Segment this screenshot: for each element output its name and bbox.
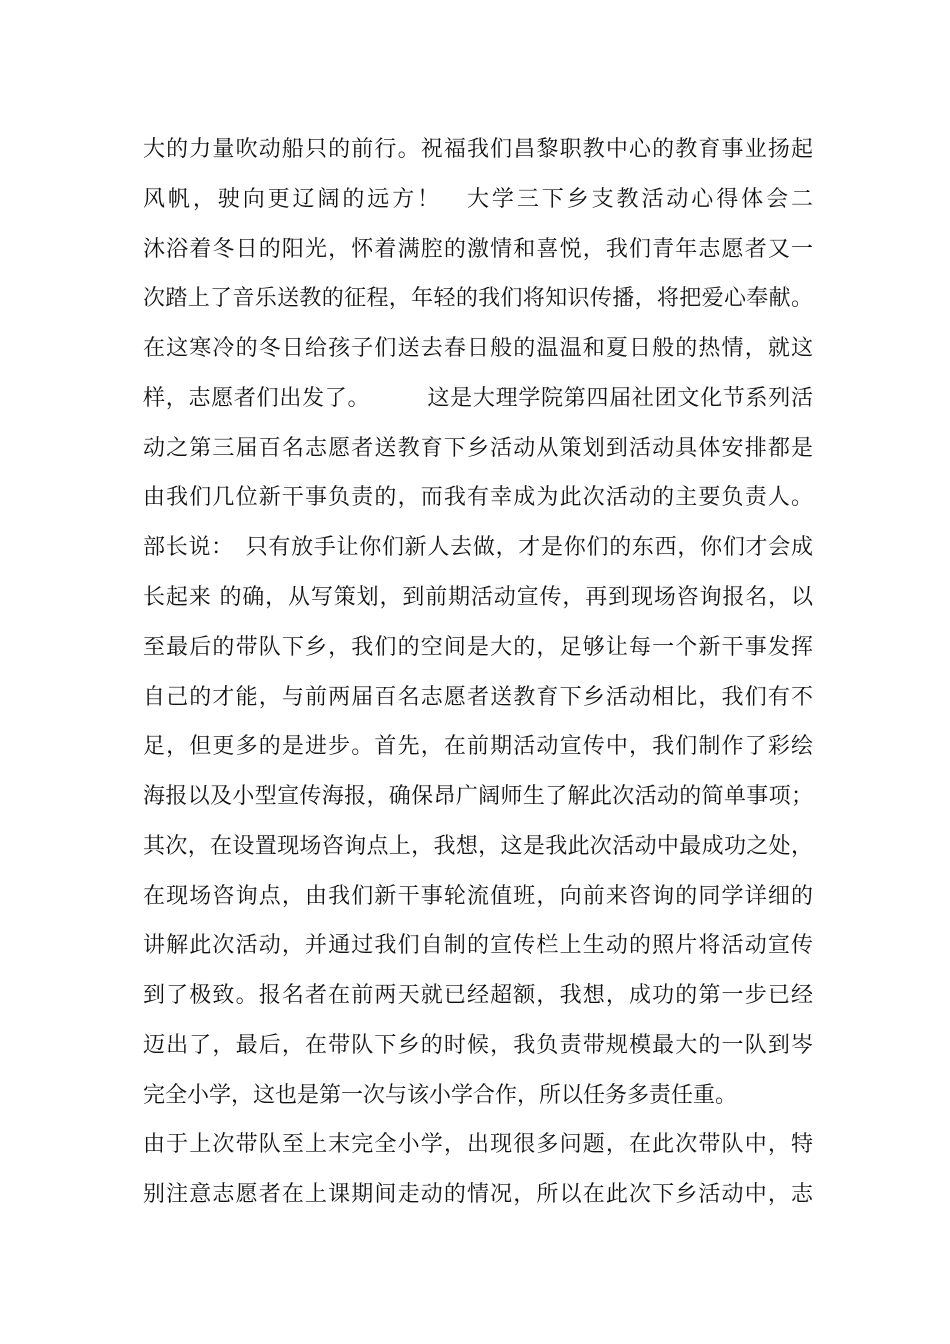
text-line: 到了极致。报名者在前两天就已经超额，我想，成功的第一步已经: [143, 983, 813, 1008]
text-line: 在现场咨询点，由我们新干事轮流值班，向前来咨询的同学详细的: [143, 884, 813, 909]
text-line: 完全小学，这也是第一次与该小学合作，所以任务多责任重。: [143, 1083, 738, 1108]
text-line: 讲解此次活动，并通过我们自制的宣传栏上生动的照片将活动宣传: [143, 933, 813, 958]
text-line: 长起来 的确，从写策划，到前期活动宣传，再到现场咨询报名，以: [143, 585, 813, 610]
text-line: 大的力量吹动船只的前行。祝福我们昌黎职教中心的教育事业扬起: [143, 137, 813, 162]
text-line: 动之第三届百名志愿者送教育下乡活动从策划到活动具体安排都是: [143, 436, 813, 461]
text-line: 迈出了，最后，在带队下乡的时候，我负责带规模最大的一队到岑: [143, 1033, 813, 1058]
text-line: 自己的才能，与前两届百名志愿者送教育下乡活动相比，我们有不: [143, 685, 813, 710]
text-line: 沐浴着冬日的阳光，怀着满腔的激情和喜悦，我们青年志愿者又一: [143, 237, 813, 262]
text-line: 海报以及小型宣传海报，确保昂广阔师生了解此次活动的简单事项；: [143, 784, 813, 809]
text-line: 次踏上了音乐送教的征程，年轻的我们将知识传播，将把爱心奉献。: [143, 286, 813, 311]
text-line: 样，志愿者们出发了。 这是大理学院第四届社团文化节系列活: [143, 386, 813, 411]
text-line: 由我们几位新干事负责的，而我有幸成为此次活动的主要负责人。: [143, 485, 813, 510]
text-line: 足，但更多的是进步。首先，在前期活动宣传中，我们制作了彩绘: [143, 734, 813, 759]
text-line: 至最后的带队下乡，我们的空间是大的，足够让每一个新干事发挥: [143, 635, 813, 660]
text-line: 别注意志愿者在上课期间走动的情况，所以在此次下乡活动中，志: [143, 1182, 813, 1207]
text-line: 其次，在设置现场咨询点上，我想，这是我此次活动中最成功之处，: [143, 834, 813, 859]
text-line: 部长说： 只有放手让你们新人去做，才是你们的东西，你们才会成: [143, 535, 813, 560]
text-line: 风帆，驶向更辽阔的远方！ 大学三下乡支教活动心得体会二: [143, 187, 813, 212]
text-line: 在这寒冷的冬日给孩子们送去春日般的温温和夏日般的热情，就这: [143, 336, 813, 361]
text-line: 由于上次带队至上末完全小学，出现很多问题，在此次带队中，特: [143, 1132, 813, 1157]
